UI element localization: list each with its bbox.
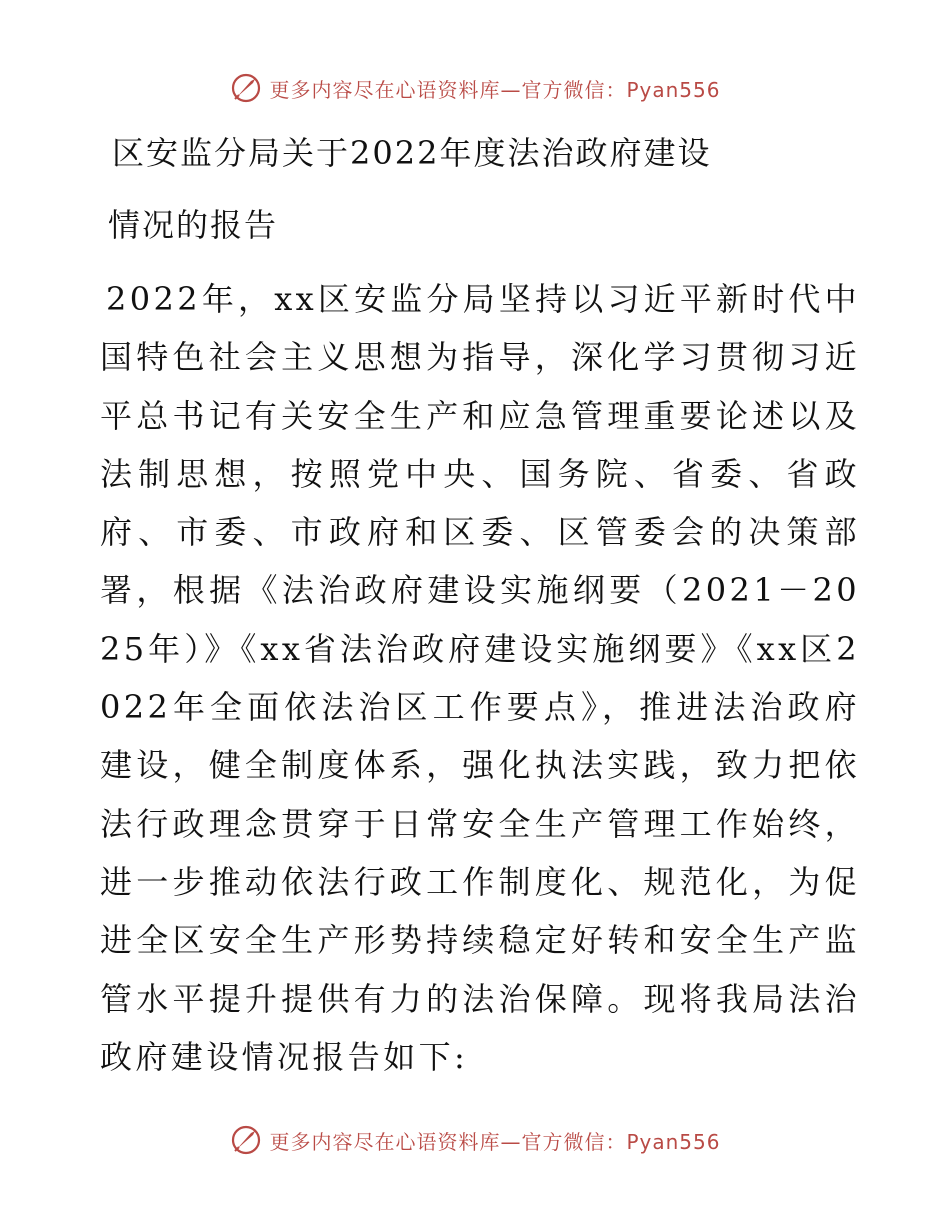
header-watermark bbox=[0, 68, 950, 108]
document-title-line-2: 情况的报告 bbox=[108, 206, 279, 244]
quill-logo-icon bbox=[229, 71, 263, 105]
watermark-text: 更多内容尽在心语资料库—官方微信：Pyan556 bbox=[269, 77, 721, 102]
document-title-line-1: 区安监分局关于2022年度法治政府建设 bbox=[112, 134, 712, 172]
body-paragraph: 2022年，xx区安监分局坚持以习近平新时代中国特色社会主义思想为指导，深化学习贯彻习近平总书记有关安全生产和应急管理重要论述以及法制思想，按照党中央、国务院、省委、省政府、市委、市政府和区委、区管委会的决策部署，根据《法治政府建设实施纲要（2021－2025年）》《xx省法治政府建设实施纲要》《xx区2022年全面依法治区工作要点》，推进法治政府建设，健全制度体系，强化执法实践，致力把依法行政理念贯穿于日常安全生产管理工作始终，进一步推动依法行政工作制度化、规范化，为促进全区安全生产形势持续稳定好转和安全生产监管水平提升提供有力的法治保障。现将我局法治政府建设情况报告如下: bbox=[100, 280, 860, 1076]
watermark-text: 更多内容尽在心语资料库—官方微信：Pyan556 bbox=[269, 1129, 721, 1154]
quill-logo-icon bbox=[229, 1123, 263, 1157]
footer-watermark bbox=[0, 1120, 950, 1160]
